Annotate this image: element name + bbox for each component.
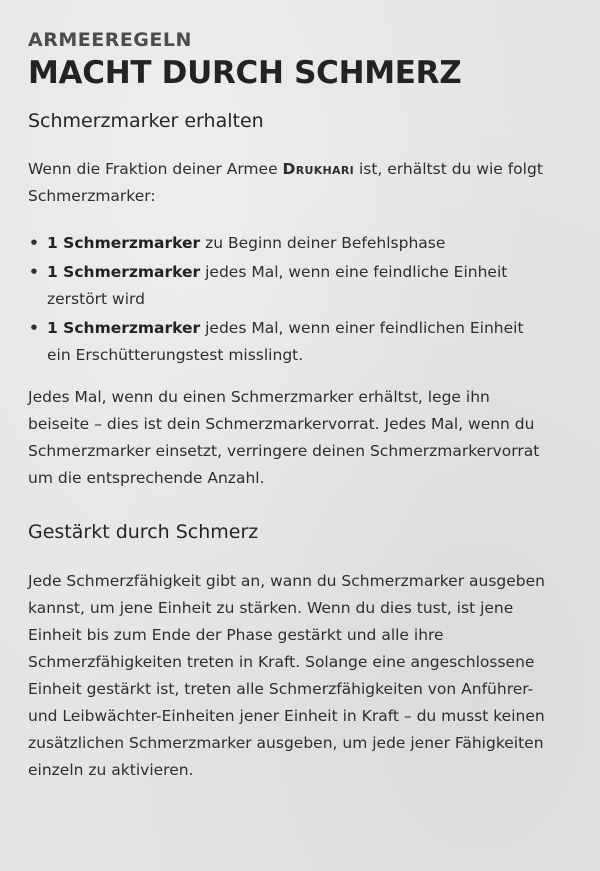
section-eyebrow: ARMEEREGELN [28, 29, 192, 51]
list-item-text: zu Beginn deiner Befehlsphase [200, 234, 446, 252]
page-title: MACHT DURCH SCHMERZ [28, 55, 462, 91]
pool-paragraph: Jedes Mal, wenn du einen Schmerzmarker erhältst, lege ihn beiseite – dies ist dein Schmerzmarkervorrat. Jedes Mal, wenn du Schmerzmarker einsetzt, verringere deinen Schmerzmarkervorrat um die entsprechende Anzahl. [28, 388, 540, 487]
list-item [28, 259, 552, 313]
faction-keyword: Drukhari [282, 160, 355, 178]
marker-list [28, 230, 552, 369]
empowered-paragraph: Jede Schmerzfähigkeit gibt an, wann du Schmerzmarker ausgeben kannst, um jene Einheit zu stärken. Wenn du dies tust, ist jene Einheit bis zum Ende der Phase gestärkt und alle ihre Schmerzfähigkeiten treten in Kraft. Solange eine angeschlossene Einheit gestärkt ist, treten alle Schmerzfähigkeiten von Anführer- und Leibwächter-Einheiten jener Einheit in Kraft – du musst keinen zusätzlichen Schmerzmarker ausgeben, um jede jener Fähigkeiten einzeln zu aktivieren. [28, 572, 545, 779]
intro-paragraph [28, 156, 552, 210]
bullet-icon: • [29, 263, 39, 281]
bullet-icon: • [29, 234, 39, 252]
marker-count: 1 Schmerzmarker [47, 319, 201, 337]
heading-empowered: Gestärkt durch Schmerz [28, 521, 259, 543]
list-item [28, 315, 552, 369]
marker-count: 1 Schmerzmarker [47, 234, 201, 252]
intro-text-before: Wenn die Fraktion deiner Armee [28, 160, 283, 178]
list-item-text: jedes Mal, wenn eine feindliche Einheit zerstört wird [47, 263, 508, 308]
list-item [28, 230, 552, 257]
intro-text-after: ist, erhältst du wie folgt Schmerzmarker: [28, 160, 543, 205]
marker-count: 1 Schmerzmarker [47, 263, 201, 281]
bullet-icon: • [29, 319, 39, 337]
list-item-text: jedes Mal, wenn einer feindlichen Einheit ein Erschütterungstest misslingt. [47, 319, 524, 364]
heading-gain-markers: Schmerzmarker erhalten [28, 110, 264, 132]
